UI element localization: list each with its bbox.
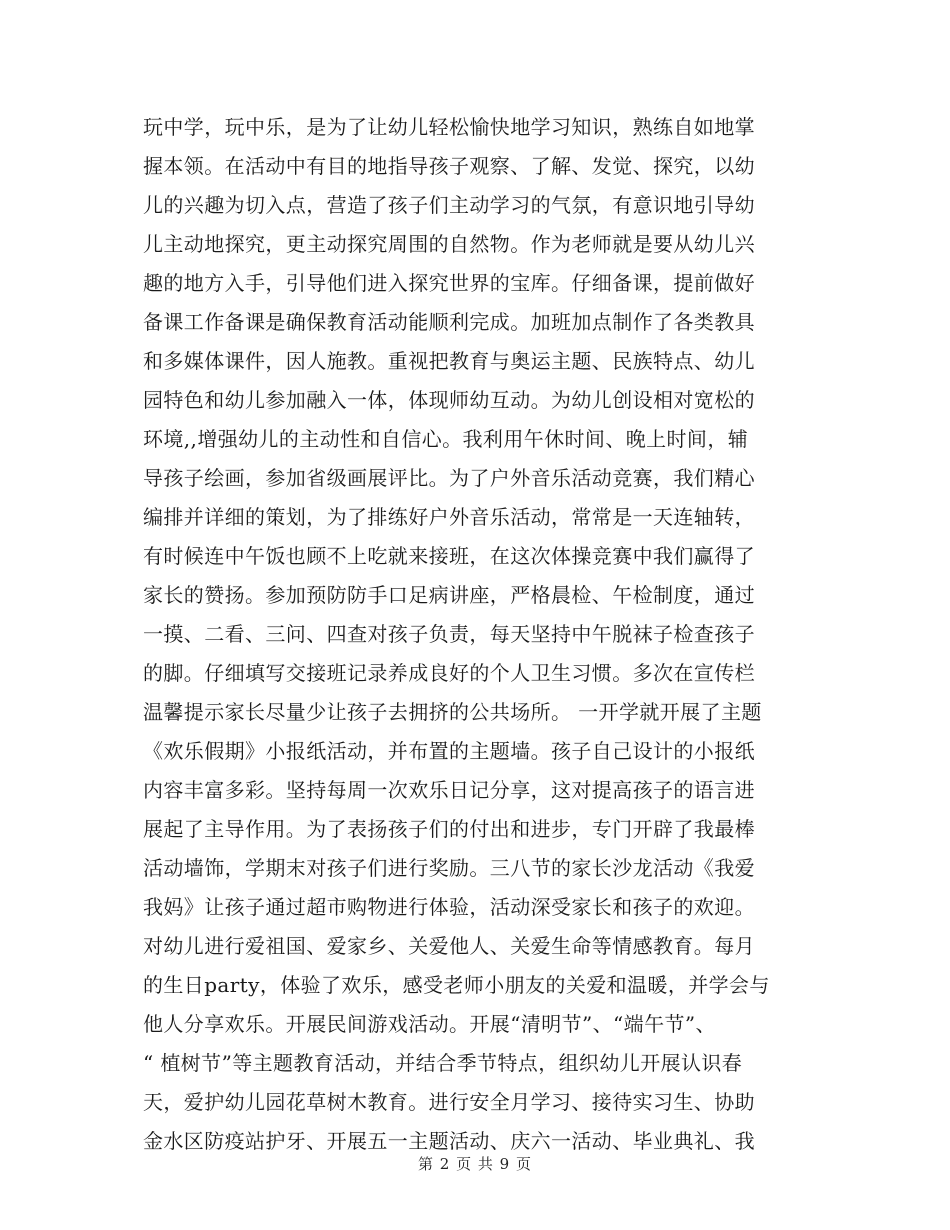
text-line: 环境,,增强幼儿的主动性和自信心。我利用午休时间、晚上时间，辅 (143, 427, 749, 451)
text-line: 他人分享欢乐。开展民间游戏活动。开展“清明节”、“端午节”、 (143, 1012, 716, 1036)
text-line: 内容丰富多彩。坚持每周一次欢乐日记分享，这对提高孩子的语言进 (143, 778, 755, 802)
text-line: 有时候连中午饭也顾不上吃就来接班，在这次体操竞赛中我们赢得了 (143, 544, 755, 568)
text-line: 园特色和幼儿参加融入一体，体现师幼互动。为幼儿创设相对宽松的 (143, 388, 755, 412)
text-line: 的生日party，体验了欢乐，感受老师小朋友的关爱和温暖，并学会与 (143, 973, 770, 997)
text-line: 趣的地方入手，引导他们进入探究世界的宝库。仔细备课，提前做好 (143, 271, 755, 295)
text-line: 导孩子绘画，参加省级画展评比。为了户外音乐活动竞赛，我们精心 (143, 466, 755, 490)
text-line: 的脚。仔细填写交接班记录养成良好的个人卫生习惯。多次在宣传栏 (143, 661, 755, 685)
text-line: 编排并详细的策划，为了排练好户外音乐活动，常常是一天连轴转， (143, 505, 755, 529)
text-line: 天，爱护幼儿园花草树木教育。进行安全月学习、接待实习生、协助 (143, 1090, 755, 1114)
text-line: 一摸、二看、三问、四查对孩子负责，每天坚持中午脱袜子检查孩子 (143, 622, 755, 646)
text-line: 儿主动地探究，更主动探究周围的自然物。作为老师就是要从幼儿兴 (143, 232, 755, 256)
text-line: “ 植树节”等主题教育活动，并结合季节特点，组织幼儿开展认识春 (143, 1051, 743, 1075)
text-line: 对幼儿进行爱祖国、爱家乡、关爱他人、关爱生命等情感教育。每月 (143, 934, 755, 958)
text-line: 备课工作备课是确保教育活动能顺利完成。加班加点制作了各类教具 (143, 310, 755, 334)
text-line: 我妈》让孩子通过超市购物进行体验，活动深受家长和孩子的欢迎。 (143, 895, 755, 919)
page-number-footer: 第 2 页 共 9 页 (418, 1155, 532, 1173)
text-line: 家长的赞扬。参加预防防手口足病讲座，严格晨检、午检制度，通过 (143, 583, 755, 607)
body-text (143, 108, 823, 1161)
text-line: 金水区防疫站护牙、开展五一主题活动、庆六一活动、毕业典礼、我 (143, 1129, 755, 1153)
text-line: 握本领。在活动中有目的地指导孩子观察、了解、发觉、探究，以幼 (143, 154, 755, 178)
text-line: 温馨提示家长尽量少让孩子去拥挤的公共场所。 一开学就开展了主题 (143, 700, 762, 724)
text-line: 活动墙饰，学期末对孩子们进行奖励。三八节的家长沙龙活动《我爱 (143, 856, 755, 880)
text-line: 《欢乐假期》小报纸活动，并布置的主题墙。孩子自己设计的小报纸 (143, 739, 755, 763)
text-line: 儿的兴趣为切入点，营造了孩子们主动学习的气氛，有意识地引导幼 (143, 193, 755, 217)
text-line: 玩中学，玩中乐，是为了让幼儿轻松愉快地学习知识，熟练自如地掌 (143, 115, 755, 139)
text-line: 展起了主导作用。为了表扬孩子们的付出和进步，专门开辟了我最棒 (143, 817, 755, 841)
text-line: 和多媒体课件，因人施教。重视把教育与奥运主题、民族特点、幼儿 (143, 349, 755, 373)
